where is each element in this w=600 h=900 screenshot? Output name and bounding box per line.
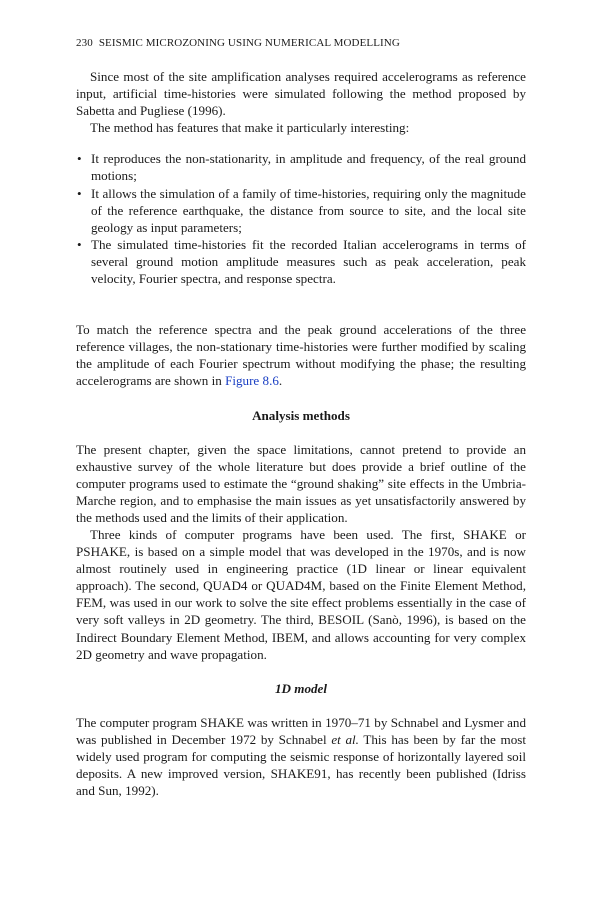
list-item <box>76 236 526 287</box>
list-item-text: It reproduces the non-stationarity, in amplitude and frequency, of the real ground motions; <box>91 151 526 184</box>
list-item-text: The simulated time-histories fit the recorded Italian accelerograms in terms of several ground motion amplitude measures such as peak acceleration, peak velocity, Fourier spectra, and response spectra. <box>91 236 526 287</box>
figure-link[interactable]: Figure 8.6 <box>225 373 279 389</box>
running-head <box>76 36 526 50</box>
list-item <box>76 185 526 236</box>
analysis-paragraph: The present chapter, given the space limitations, cannot pretend to provide an exhaustive survey of the whole literature but does provide a brief outline of the computer programs used to estimate the “ground shaking” site effects in the Umbria-Marche region, and to emphasise the main issues as yet unsatisfactorily answered by the methods used and the limits of their application. <box>76 441 526 525</box>
shake-paragraph <box>76 714 526 799</box>
page <box>76 36 526 799</box>
bullet-icon: • <box>77 236 82 252</box>
intro-lead-in: The method has features that make it particularly interesting: <box>90 120 410 136</box>
running-title: SEISMIC MICROZONING USING NUMERICAL MODELLING <box>98 37 400 49</box>
section-heading-analysis-methods: Analysis methods <box>252 407 350 423</box>
programs-paragraph: Three kinds of computer programs have been used. The first, SHAKE or PSHAKE, is based on a simple model that was developed in the 1970s, and is now almost routinely used in engineering practice (1D linear or linear equivalent approach). The second, QUAD4 or QUAD4M, based on the Finite Element Method, FEM, was used in our work to solve the site effect problems essentially in the case of very soft valleys in 2D geometry. The third, BESOIL (Sanò, 1996), is based on the Indirect Boundary Element Method, IBEM, and allows accounting for very complex 2D geometry and wave propagation. <box>76 526 526 662</box>
page-number: 230 <box>76 37 93 49</box>
feature-list <box>76 150 526 287</box>
shake-paragraph-end: This has been by far the most widely used program for computing the seismic response of horizontally layered soil deposits. A new improved version, SHAKE91, has recently been published (Idriss and Sun, 1992). <box>76 731 527 799</box>
match-paragraph-text: To match the reference spectra and the peak ground accelerations of the three reference villages, the non-stationary time-histories were further modified by scaling the amplitude of each Fourier spectrum without modifying the phase; the resulting accelerograms are shown in <box>76 322 526 389</box>
list-item <box>76 150 526 184</box>
match-paragraph-end: . <box>278 373 283 389</box>
intro-paragraph: Since most of the site amplification analyses required accelerograms as reference input, artificial time-histories were simulated following the method proposed by Sabetta and Pugliese (1996). <box>76 69 526 119</box>
shake-paragraph-text: The computer program SHAKE was written in 1970–71 by Schnabel and Lysmer and was published in December 1972 by Schnabel <box>76 714 526 747</box>
bullet-icon: • <box>77 151 82 167</box>
match-paragraph <box>76 321 526 389</box>
bullet-icon: • <box>77 185 82 201</box>
list-item-text: It allows the simulation of a family of time-histories, requiring only the magnitude of the reference earthquake, the distance from source to site, and the local site geology as input parameters; <box>91 185 526 235</box>
section-heading-1d-model: 1D model <box>274 680 327 696</box>
citation-et-al: et al. <box>331 731 359 747</box>
